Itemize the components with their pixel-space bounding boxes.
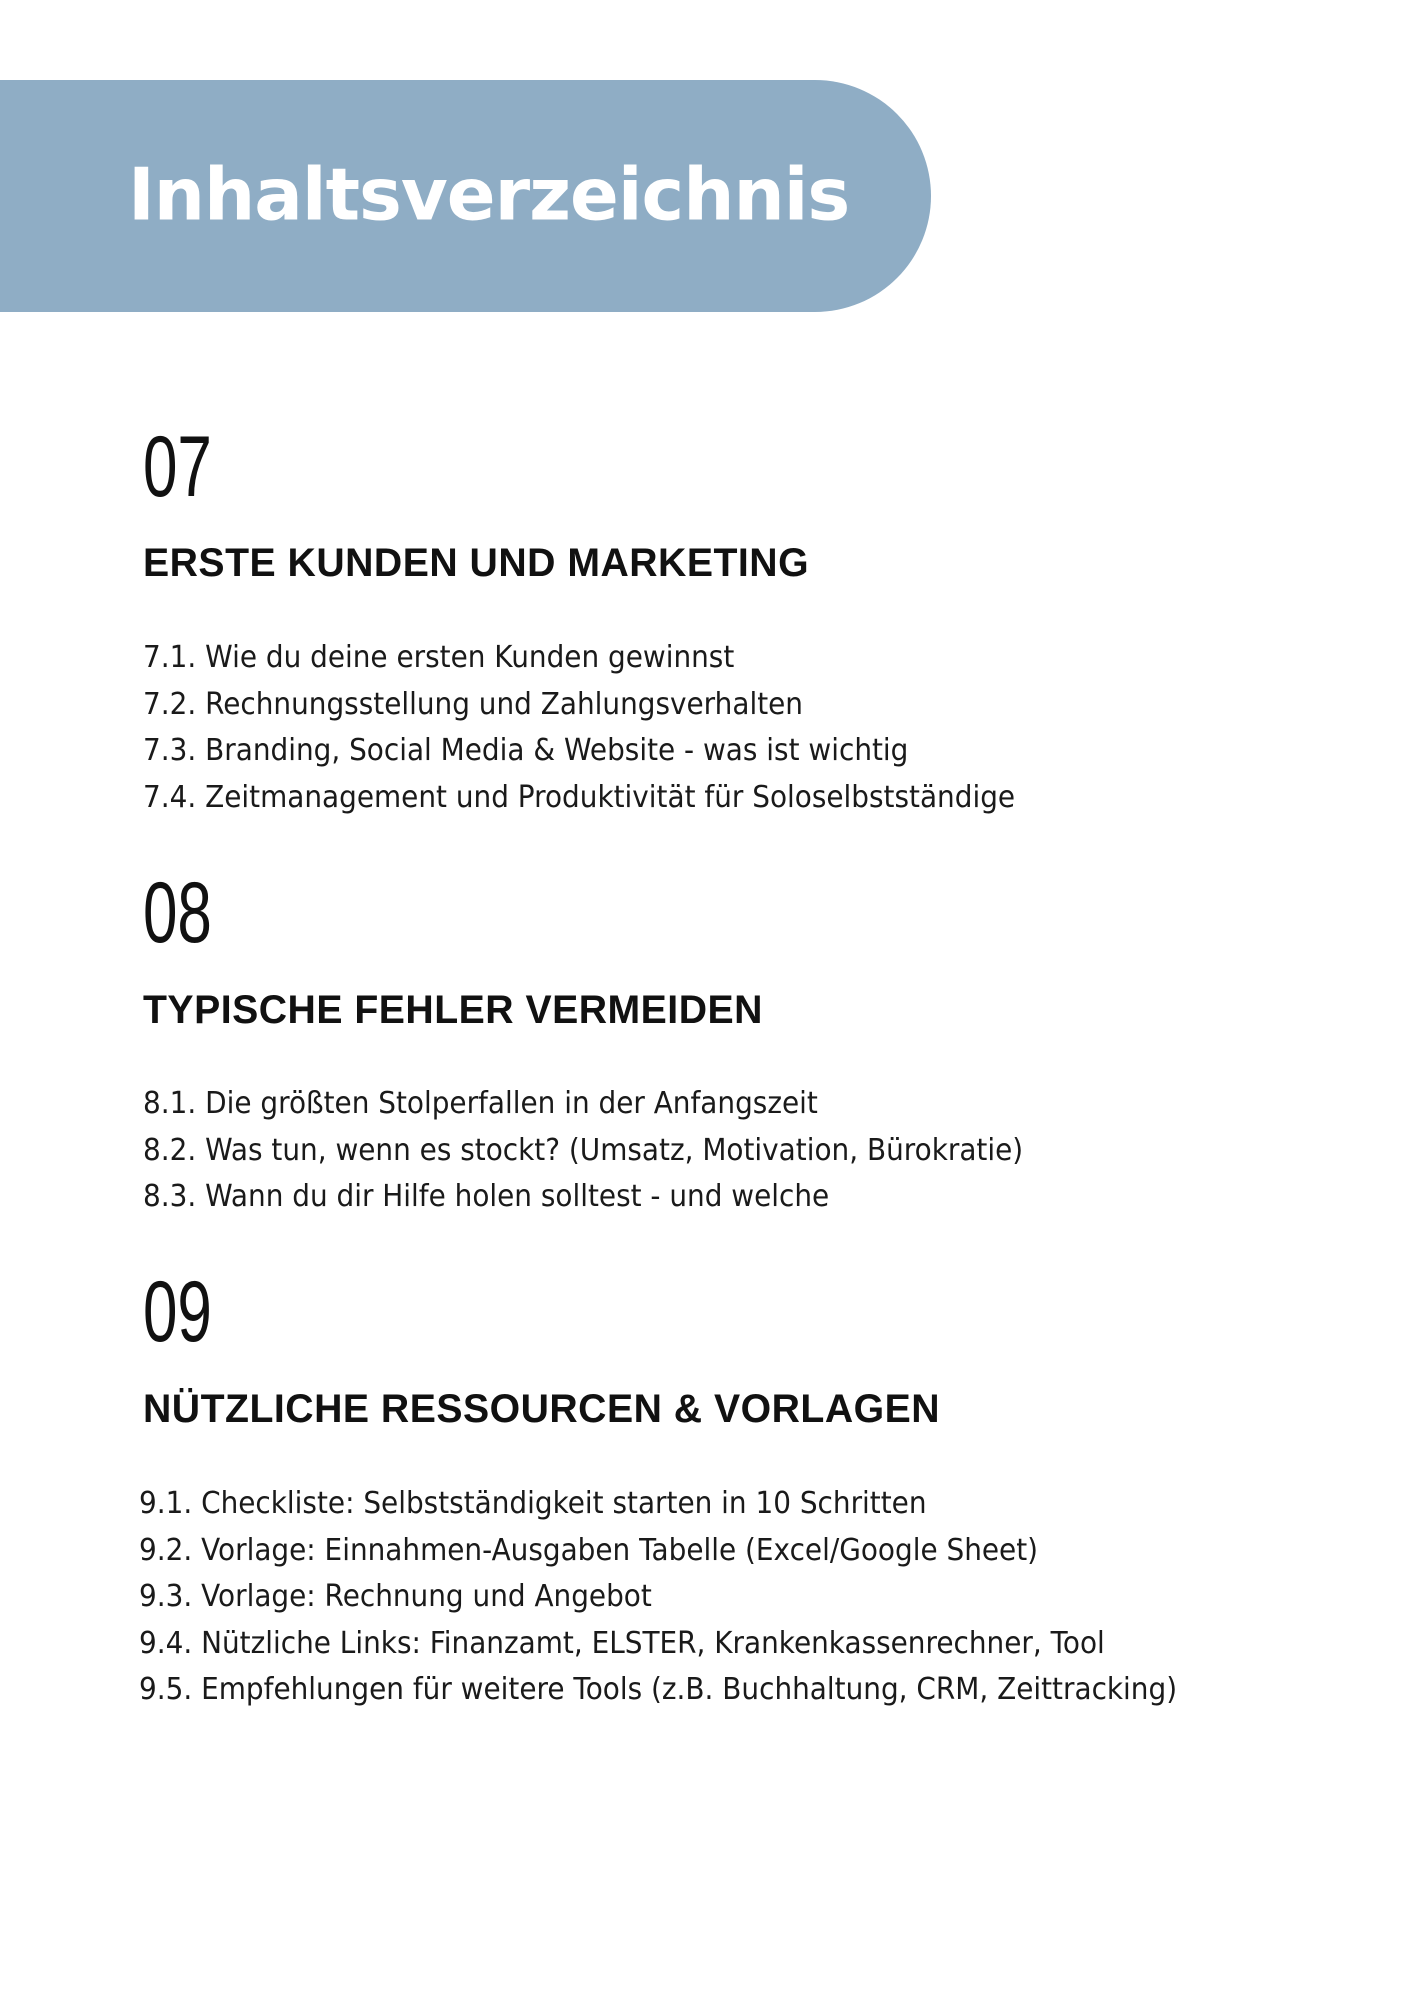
toc-entry[interactable]: 9.2. Vorlage: Einnahmen-Ausgaben Tabelle (Excel/Google Sheet) — [139, 1532, 1039, 1568]
toc-entry[interactable]: 8.2. Was tun, wenn es stockt? (Umsatz, Motivation, Bürokratie) — [143, 1132, 1024, 1168]
toc-entry[interactable]: 7.4. Zeitmanagement und Produktivität für Soloselbstständige — [143, 779, 1016, 815]
page-title: Inhaltsverzeichnis — [128, 152, 850, 237]
section-heading: ERSTE KUNDEN UND MARKETING — [143, 541, 810, 585]
section-number: 09 — [143, 1264, 212, 1360]
toc-entry[interactable]: 9.4. Nützliche Links: Finanzamt, ELSTER, Krankenkassenrechner, Tool — [139, 1625, 1105, 1661]
toc-entry[interactable]: 7.1. Wie du deine ersten Kunden gewinnst — [143, 640, 735, 675]
toc-entry[interactable]: 9.1. Checkliste: Selbstständigkeit starten in 10 Schritten — [139, 1486, 927, 1521]
toc-entry[interactable]: 8.3. Wann du dir Hilfe holen solltest - und welche — [143, 1179, 830, 1215]
section-items — [139, 1481, 1177, 1714]
section-number: 08 — [143, 865, 212, 961]
section-heading: TYPISCHE FEHLER VERMEIDEN — [143, 988, 763, 1032]
toc-entry[interactable]: 8.1. Die größten Stolperfallen in der Anfangszeit — [143, 1086, 818, 1121]
toc-entry[interactable]: 9.3. Vorlage: Rechnung und Angebot — [139, 1579, 652, 1615]
toc-entry[interactable]: 9.5. Empfehlungen für weitere Tools (z.B. Buchhaltung, CRM, Zeittracking) — [139, 1672, 1178, 1708]
toc-entry[interactable]: 7.2. Rechnungsstellung und Zahlungsverhalten — [143, 686, 803, 722]
section-number: 07 — [143, 419, 212, 515]
section-heading: NÜTZLICHE RESSOURCEN & VORLAGEN — [143, 1387, 941, 1431]
section-items — [143, 1081, 1023, 1221]
title-banner — [0, 80, 931, 312]
section-items — [143, 635, 1015, 821]
toc-entry[interactable]: 7.3. Branding, Social Media & Website - was ist wichtig — [143, 733, 909, 769]
